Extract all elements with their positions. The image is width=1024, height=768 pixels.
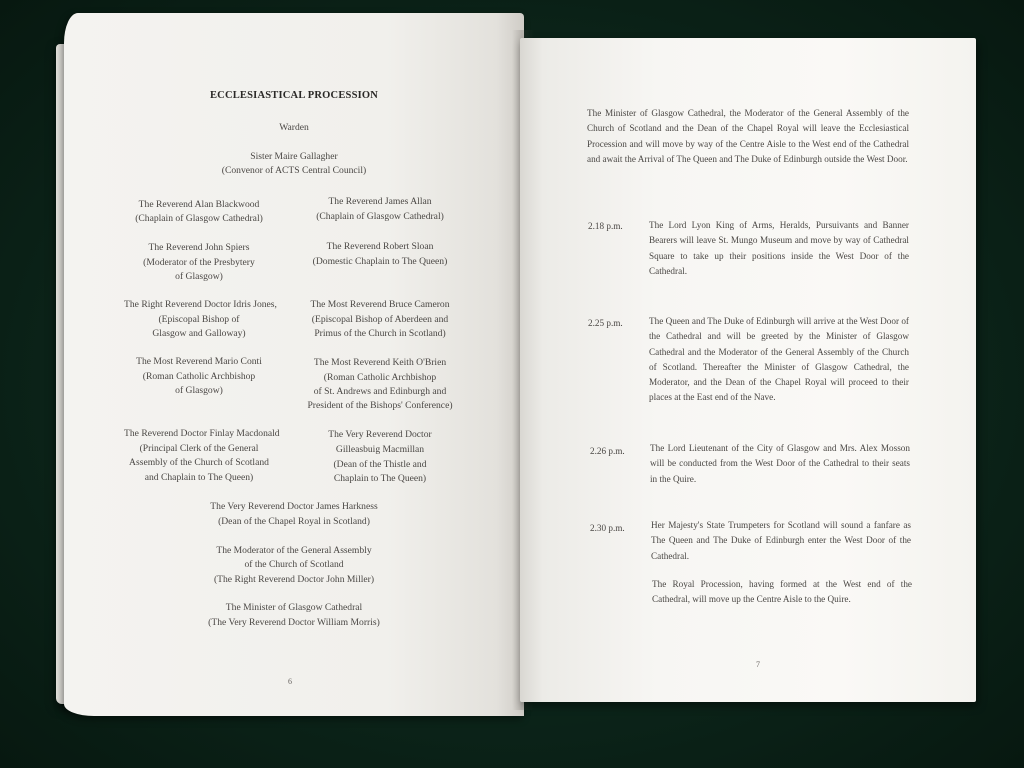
sister-role: (Convenor of ACTS Central Council) [221,165,367,176]
minister-line1: The Minister of Glasgow Cathedral [225,602,363,613]
pair2-left-line2: (Moderator of the Presbytery [143,257,255,268]
pair1-right-line1: The Reverend James Allan [328,196,432,207]
pair5-right-line3: (Dean of the Thistle and [333,459,427,470]
sister-name: Sister Maire Gallagher [250,151,338,162]
pair3-right-line1: The Most Reverend Bruce Cameron [310,299,450,310]
entry1-time: 2.18 p.m. [588,221,623,231]
pair5-right-line1: The Very Reverend Doctor [328,429,432,440]
pair2-right-line1: The Reverend Robert Sloan [326,241,434,252]
pair4-left-line1: The Most Reverend Mario Conti [136,356,262,367]
pair5-left-line1: The Reverend Doctor Finlay Macdonald [124,428,280,439]
moderator-line2: of the Church of Scotland [244,559,344,570]
pair3-right-line2: (Episcopal Bishop of Aberdeen and [311,314,449,325]
pair2-right-line2: (Domestic Chaplain to The Queen) [312,256,448,267]
warden-line: Warden [279,122,309,133]
pair5-right-line2: Gilleasbuig Macmillan [335,444,425,455]
entry1-text: The Lord Lyon King of Arms, Heralds, Pursuivants and Banner Bearers will leave St. Mungo Museum and move by way of Cathedral Square to take up their positions inside the West Door of the Cathedral. [649,220,909,276]
pair3-left-line1: The Right Reverend Doctor Idris Jones, [124,299,277,310]
pair4-right-line3: of St. Andrews and Edinburgh and [313,386,447,397]
right-page-number: 7 [756,660,760,669]
pair5-left-line3: Assembly of the Church of Scotland [129,457,269,468]
entry4-text: Her Majesty's State Trumpeters for Scotland will sound a fanfare as The Queen and The Duke of Edinburgh enter the West Door of the Cathedral. [651,520,911,561]
intro-paragraph: The Minister of Glasgow Cathedral, the Moderator of the General Assembly of the Church of Scotland and the Dean of the Chapel Royal will leave the Ecclesiastical Procession and will move by way of the Centre Aisle to the West end of the Cathedral and await the Arrival of The Queen and The Duke of Edinburgh outside the West Door. [587,108,909,164]
pair1-right-line2: (Chaplain of Glasgow Cathedral) [316,211,444,222]
pair4-right-line4: President of the Bishops' Conference) [307,400,453,411]
pair3-left-line2: (Episcopal Bishop of [158,314,240,325]
pair2-left-line1: The Reverend John Spiers [148,242,250,253]
pair5-right-line4: Chaplain to The Queen) [333,473,427,484]
dean-line2: (Dean of the Chapel Royal in Scotland) [218,516,370,527]
left-page-number: 6 [288,677,292,686]
moderator-line3: (The Right Reverend Doctor John Miller) [213,574,375,585]
procession-heading: ECCLESIASTICAL PROCESSION [209,90,379,101]
closing-paragraph: The Royal Procession, having formed at the West end of the Cathedral, will move up the Centre Aisle to the Quire. [652,579,912,605]
entry4-time: 2.30 p.m. [590,523,625,533]
pair3-left-line3: Glasgow and Galloway) [152,328,246,339]
right-page [520,38,976,702]
moderator-line1: The Moderator of the General Assembly [216,545,372,556]
pair2-left-line3: of Glasgow) [175,271,223,282]
pair3-right-line3: Primus of the Church in Scotland) [314,328,446,339]
entry3-time: 2.26 p.m. [590,446,625,456]
minister-line2: (The Very Reverend Doctor William Morris) [208,617,380,628]
entry2-text: The Queen and The Duke of Edinburgh will arrive at the West Door of the Cathedral and will be greeted by the Minister of Glasgow Cathedral and the Moderator of the General Assembly of the Church of Scotland. Thereafter the Minister of Glasgow Cathedral, the Moderator, and the Dean of the Chapel Royal will proceed to their places at the East end of the Nave. [649,316,909,403]
pair5-left-line4: and Chaplain to The Queen) [144,472,254,483]
pair4-right-line2: (Roman Catholic Archbishop [323,372,437,383]
pair4-left-line3: of Glasgow) [175,385,223,396]
left-page [64,13,524,716]
pair1-left-line2: (Chaplain of Glasgow Cathedral) [135,213,263,224]
entry3-text: The Lord Lieutenant of the City of Glasgow and Mrs. Alex Mosson will be conducted from the West Door of the Cathedral to their seats in the Quire. [650,443,910,484]
pair4-right-line1: The Most Reverend Keith O'Brien [313,357,447,368]
entry2-time: 2.25 p.m. [588,318,623,328]
pair4-left-line2: (Roman Catholic Archbishop [142,371,256,382]
dean-line1: The Very Reverend Doctor James Harkness [210,501,378,512]
pair5-left-line2: (Principal Clerk of the General [139,443,259,454]
pair1-left-line1: The Reverend Alan Blackwood [138,199,260,210]
